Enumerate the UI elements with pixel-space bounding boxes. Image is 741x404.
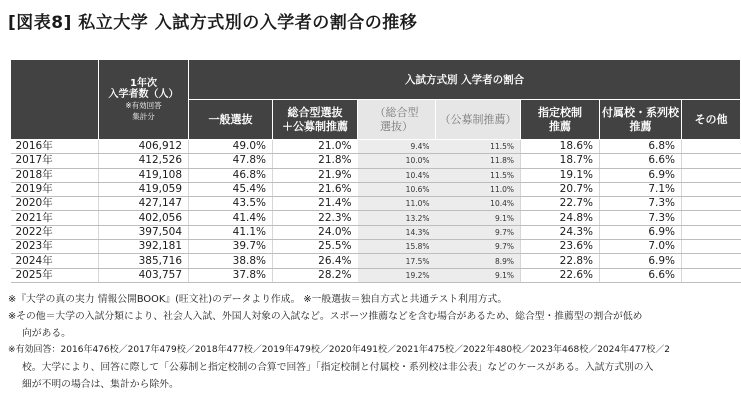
header-sogo-line2: ＋公募制推薦 [282,119,348,133]
cell-count: 402,056 [99,211,189,225]
cell-year: 2024年 [11,254,99,268]
cell-ippan: 47.8% [189,154,273,168]
cell-ippan: 46.8% [189,168,273,182]
cell-kobo-sub: 8.9% [436,254,521,268]
cell-sonota [682,197,741,211]
cell-kobo-sub: 9.7% [436,240,521,254]
cell-fuzoku: 7.3% [600,197,682,211]
cell-fuzoku: 6.9% [600,254,682,268]
cell-sogo-sub: 19.2% [358,268,436,282]
cell-count: 427,147 [99,197,189,211]
cell-ippan: 38.8% [189,254,273,268]
cell-sogo: 21.8% [273,154,358,168]
cell-year: 2025年 [11,268,99,282]
cell-shitei: 22.6% [521,268,600,282]
footnotes [8,291,717,393]
cell-sonota [682,268,741,282]
header-shitei-line2: 推薦 [549,119,571,133]
table-row [11,197,741,211]
cell-sogo: 22.3% [273,211,358,225]
cell-sogo: 24.0% [273,225,358,239]
table-row [11,140,741,154]
cell-sogo: 26.4% [273,254,358,268]
page-title: [図表8] 私立大学 入試方式別の入学者の割合の推移 [8,13,418,33]
cell-kobo-sub: 9.1% [436,211,521,225]
cell-year: 2019年 [11,182,99,196]
cell-sonota [682,154,741,168]
cell-shitei: 23.6% [521,240,600,254]
table-row [11,211,741,225]
cell-count: 419,108 [99,168,189,182]
cell-kobo-sub: 9.7% [436,225,521,239]
cell-year: 2018年 [11,168,99,182]
header-count-note2: 集計分 [132,111,155,121]
cell-count: 397,504 [99,225,189,239]
header-sogo-sub-line1: （総合型 [374,105,419,119]
cell-fuzoku: 6.8% [600,140,682,154]
header-sogo-kobo [273,100,358,140]
cell-year: 2017年 [11,154,99,168]
header-sogo-line1: 総合型選抜 [287,105,343,119]
cell-year: 2022年 [11,225,99,239]
table-row [11,240,741,254]
header-fuzoku-line2: 推薦 [629,119,652,133]
cell-sogo-sub: 10.6% [358,182,436,196]
header-fuzoku-line1: 付属校・系列校 [602,105,679,119]
cell-shitei: 18.7% [521,154,600,168]
cell-sonota [682,211,741,225]
footnote-valid-responses-cont2: 細が不明の場合は、集計から除外。 [22,379,179,390]
table-row [11,182,741,196]
cell-fuzoku: 6.9% [600,225,682,239]
header-fuzoku [600,100,682,140]
table-body [11,140,741,283]
cell-kobo-sub: 9.1% [436,268,521,282]
cell-ippan: 39.7% [189,240,273,254]
cell-sonota [682,168,741,182]
footnote-valid-responses: ※有効回答：2016年476校／2017年479校／2018年477校／2019年479校／2020年491校／2021年475校／2022年480校／2023年468校／2024年477校／2 [8,345,671,355]
table-row [11,254,741,268]
cell-sogo-sub: 15.8% [358,240,436,254]
cell-sogo: 28.2% [273,268,358,282]
header-enrollment-count [99,60,189,140]
header-year-blank [11,60,99,140]
cell-ippan: 45.4% [189,182,273,196]
cell-sogo-sub: 17.5% [358,254,436,268]
cell-shitei: 20.7% [521,182,600,196]
header-shitei-line1: 指定校制 [538,105,582,119]
header-sogo-sub [358,100,436,140]
cell-year: 2020年 [11,197,99,211]
cell-sogo: 21.9% [273,168,358,182]
cell-year: 2016年 [11,140,99,154]
header-count-line1: 1年次 [130,77,157,89]
header-count-note1: ※有効回答 [125,100,162,110]
cell-count: 392,181 [99,240,189,254]
cell-sogo-sub: 10.4% [358,168,436,182]
data-table-container [10,59,728,283]
cell-count: 412,526 [99,154,189,168]
cell-sogo: 21.4% [273,197,358,211]
cell-sogo: 21.0% [273,140,358,154]
cell-year: 2023年 [11,240,99,254]
cell-sonota [682,140,741,154]
table-row [11,154,741,168]
cell-kobo-sub: 11.5% [436,168,521,182]
cell-count: 406,912 [99,140,189,154]
cell-sonota [682,225,741,239]
cell-sogo-sub: 14.3% [358,225,436,239]
cell-shitei: 19.1% [521,168,600,182]
footnote-other-definition: ※その他＝大学の入試分類により、社会人入試、外国人対象の入試など。スポーツ推薦などを含む場合があるため、総合型・推薦型の割合が低め [8,311,643,322]
footnote-valid-responses-cont1: 校。大学により、回答に際して「公募制と指定校制の合算で回答」「指定校制と付属校・系列校は非公表」などのケースがある。入試方式別の入 [22,362,654,373]
header-sogo-sub-line2: 選抜） [380,119,413,133]
table-row [11,168,741,182]
cell-sogo-sub: 10.0% [358,154,436,168]
cell-shitei: 24.3% [521,225,600,239]
cell-ippan: 43.5% [189,197,273,211]
cell-ippan: 49.0% [189,140,273,154]
cell-shitei: 24.8% [521,211,600,225]
header-kobo-sub: （公募制推薦） [436,100,521,140]
cell-fuzoku: 6.6% [600,268,682,282]
cell-sogo: 21.6% [273,182,358,196]
cell-count: 419,059 [99,182,189,196]
footnote-source: ※『大学の真の実力 情報公開BOOK』(旺文社)のデータより作成。 ※一般選抜＝独自方式と共通テスト利用方式。 [8,294,508,305]
header-count-line2: 入学者数（人） [108,88,179,100]
header-admission-method-group: 入試方式別 入学者の割合 [189,60,741,100]
table-row [11,268,741,282]
cell-year: 2021年 [11,211,99,225]
cell-fuzoku: 6.6% [600,154,682,168]
admission-ratio-table [10,59,741,283]
cell-shitei: 18.6% [521,140,600,154]
cell-sogo-sub: 11.0% [358,197,436,211]
cell-sonota [682,254,741,268]
cell-sonota [682,240,741,254]
cell-sogo-sub: 9.4% [358,140,436,154]
cell-shitei: 22.7% [521,197,600,211]
header-shitei [521,100,600,140]
cell-shitei: 22.8% [521,254,600,268]
cell-fuzoku: 6.9% [600,168,682,182]
cell-kobo-sub: 11.8% [436,154,521,168]
cell-kobo-sub: 11.0% [436,182,521,196]
cell-fuzoku: 7.0% [600,240,682,254]
cell-sogo-sub: 13.2% [358,211,436,225]
cell-count: 385,716 [99,254,189,268]
cell-sonota [682,182,741,196]
cell-kobo-sub: 10.4% [436,197,521,211]
cell-ippan: 41.4% [189,211,273,225]
cell-fuzoku: 7.3% [600,211,682,225]
cell-sogo: 25.5% [273,240,358,254]
header-ippan: 一般選抜 [189,100,273,140]
cell-ippan: 41.1% [189,225,273,239]
cell-count: 403,757 [99,268,189,282]
cell-kobo-sub: 11.5% [436,140,521,154]
footnote-other-definition-cont: 向がある。 [22,328,71,339]
cell-ippan: 37.8% [189,268,273,282]
header-sonota: その他 [682,100,741,140]
cell-fuzoku: 7.1% [600,182,682,196]
table-row [11,225,741,239]
